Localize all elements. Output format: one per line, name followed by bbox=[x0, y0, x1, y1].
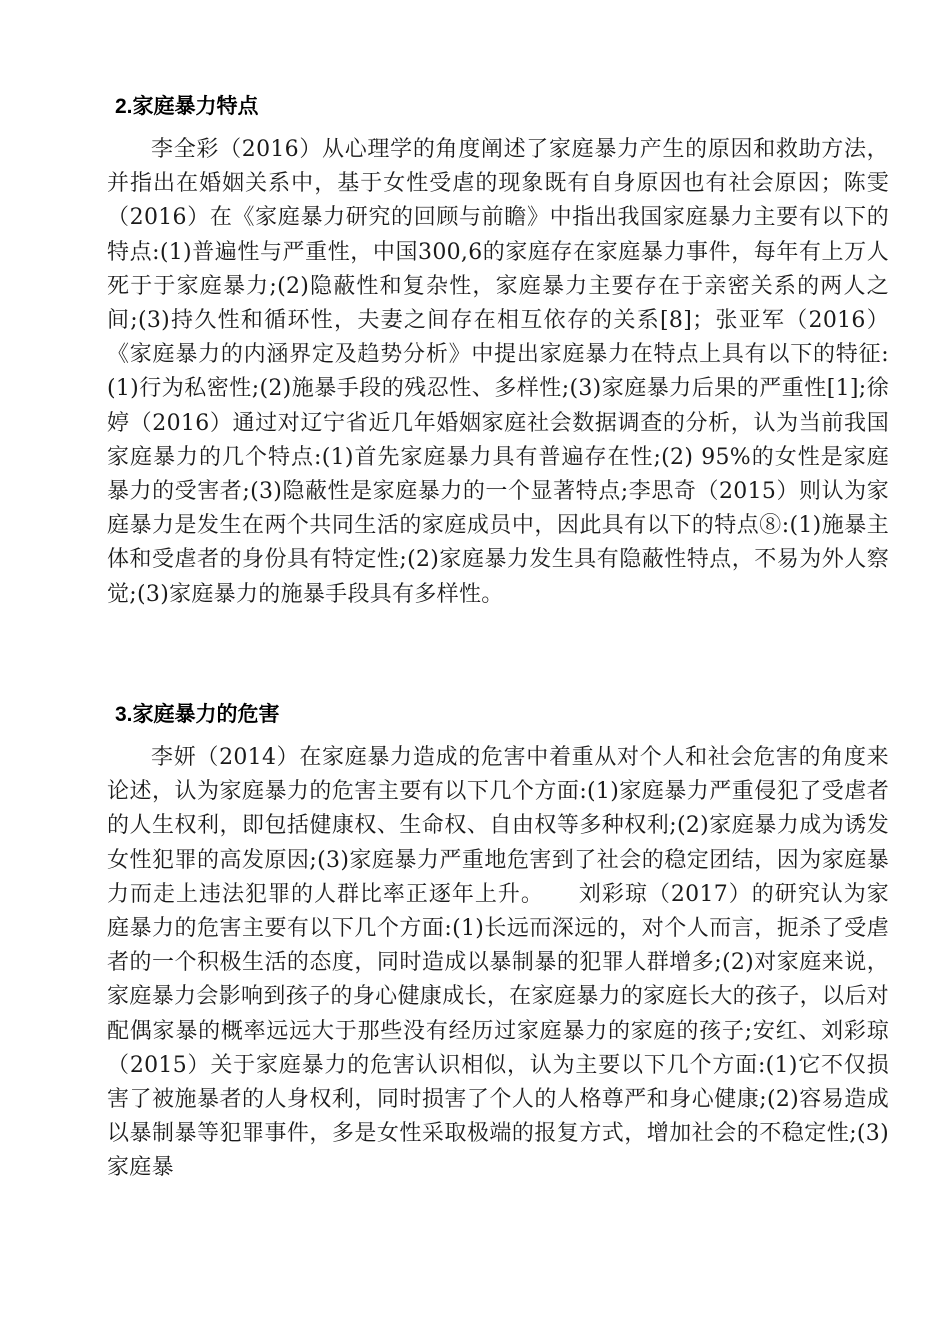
section-3-heading: 3.家庭暴力的危害 bbox=[115, 703, 280, 726]
section-2-heading: 2.家庭暴力特点 bbox=[115, 95, 259, 118]
section-3-paragraph: 李妍（2014）在家庭暴力造成的危害中着重从对个人和社会危害的角度来论述，认为家庭暴力的危害主要有以下几个方面:(1)家庭暴力严重侵犯了受虐者的人生权利，即包括健康权、生命权、自由权等多种权利;(2)家庭暴力成为诱发女性犯罪的高发原因;(3)家庭暴力严重地危害到了社会的稳定团结，因为家庭暴力而走上违法犯罪的人群比率正逐年上升。 刘彩琼（2017）的研究认为家庭暴力的危害主要有以下几个方面:(1)长远而深远的，对个人而言，扼杀了受虐者的一个积极生活的态度，同时造成以暴制暴的犯罪人群增多;(2)对家庭来说，家庭暴力会影响到孩子的身心健康成长，在家庭暴力的家庭长大的孩子，以后对配偶家暴的概率远远大于那些没有经历过家庭暴力的家庭的孩子;安红、刘彩琼（2015）关于家庭暴力的危害认识相似，认为主要以下几个方面:(1)它不仅损害了被施暴者的人身权利，同时损害了个人的人格尊严和身心健康;(2)容易造成以暴制暴等犯罪事件，多是女性采取极端的报复方式，增加社会的不稳定性;(3)家庭暴 bbox=[107, 745, 889, 1181]
section-2-paragraph: 李全彩（2016）从心理学的角度阐述了家庭暴力产生的原因和救助方法，并指出在婚姻关系中，基于女性受虐的现象既有自身原因也有社会原因；陈雯（2016）在《家庭暴力研究的回顾与前瞻》中指出我国家庭暴力主要有以下的特点:(1)普遍性与严重性，中国300,6的家庭存在家庭暴力事件，每年有上万人死于于家庭暴力;(2)隐蔽性和复杂性，家庭暴力主要存在于亲密关系的两人之间;(3)持久性和循环性，夫妻之间存在相互依存的关系[8]；张亚军（2016）《家庭暴力的内涵界定及趋势分析》中提出家庭暴力在特点上具有以下的特征:(1)行为私密性;(2)施暴手段的残忍性、多样性;(3)家庭暴力后果的严重性[1];徐婷（2016）通过对辽宁省近几年婚姻家庭社会数据调查的分析，认为当前我国家庭暴力的几个特点:(1)首先家庭暴力具有普遍存在性;(2) 95%的女性是家庭暴力的受害者;(3)隐蔽性是家庭暴力的一个显著特点;李思奇（2015）则认为家庭暴力是发生在两个共同生活的家庭成员中，因此具有以下的特点⑧:(1)施暴主体和受虐者的身份具有特定性;(2)家庭暴力发生具有隐蔽性特点，不易为外人察觉;(3)家庭暴力的施暴手段具有多样性。 bbox=[107, 137, 889, 607]
